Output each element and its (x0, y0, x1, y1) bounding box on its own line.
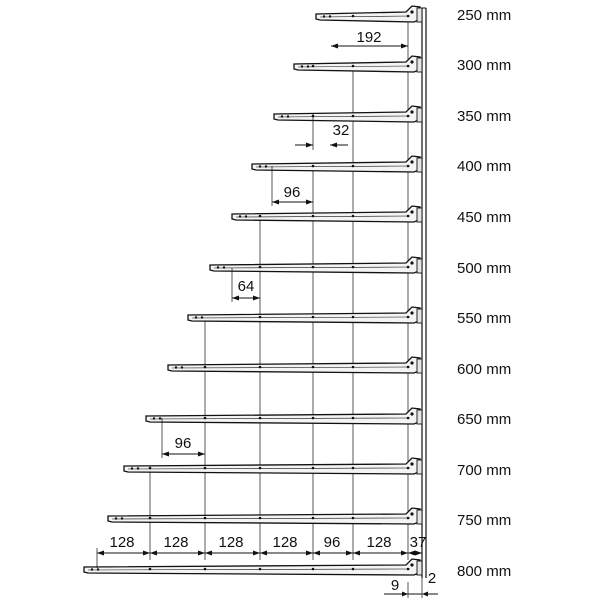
dimension-label: 96 (174, 435, 192, 452)
rail-size-label: 800 mm (457, 563, 512, 580)
dimension-label: 128 (218, 534, 244, 551)
dimension-label: 128 (109, 534, 135, 551)
rail-size-label: 350 mm (457, 108, 512, 125)
dimension-192 (331, 29, 408, 49)
dimension-label: 96 (283, 184, 301, 201)
dimension-label: 2 (427, 570, 437, 587)
drawer-rail (316, 6, 422, 22)
dimension-label: 32 (332, 122, 350, 139)
drawer-rail (84, 559, 422, 575)
rail-size-label: 300 mm (457, 57, 512, 74)
rail-size-label: 450 mm (457, 209, 512, 226)
rail-size-labels (457, 7, 511, 580)
drawer-rail (294, 56, 422, 72)
dimension-label: 9 (390, 577, 400, 594)
dimension-96-upper (272, 166, 313, 206)
dimension-label: 128 (163, 534, 189, 551)
drawer-rail (232, 206, 422, 222)
drawer-rail (188, 307, 422, 323)
dimension-label: 37 (409, 534, 427, 551)
rail-size-label: 650 mm (457, 411, 512, 428)
rail-size-label: 500 mm (457, 260, 512, 277)
cabinet-side-profile (422, 8, 426, 578)
alignment-guides (150, 12, 408, 560)
drawer-rail (124, 458, 422, 474)
rail-size-label: 250 mm (457, 7, 512, 24)
rail-size-label: 700 mm (457, 462, 512, 479)
drawer-rail (168, 357, 422, 373)
dimension-label: 128 (272, 534, 298, 551)
rail-size-label: 750 mm (457, 512, 512, 529)
dimension-label: 96 (323, 534, 341, 551)
rail-size-label: 550 mm (457, 310, 512, 327)
dimension-label: 192 (356, 29, 382, 46)
dimension-96-lower (162, 418, 205, 458)
drawer-rail (210, 257, 422, 273)
drawer-rail (146, 408, 422, 424)
drawer-rail (108, 508, 422, 524)
dimension-64 (232, 268, 260, 302)
dimension-label: 128 (366, 534, 392, 551)
rail-size-label: 400 mm (457, 158, 512, 175)
dimension-label: 64 (237, 278, 255, 295)
rail-size-label: 600 mm (457, 361, 512, 378)
drawer-rail (274, 106, 422, 122)
drawer-rail (252, 156, 422, 172)
